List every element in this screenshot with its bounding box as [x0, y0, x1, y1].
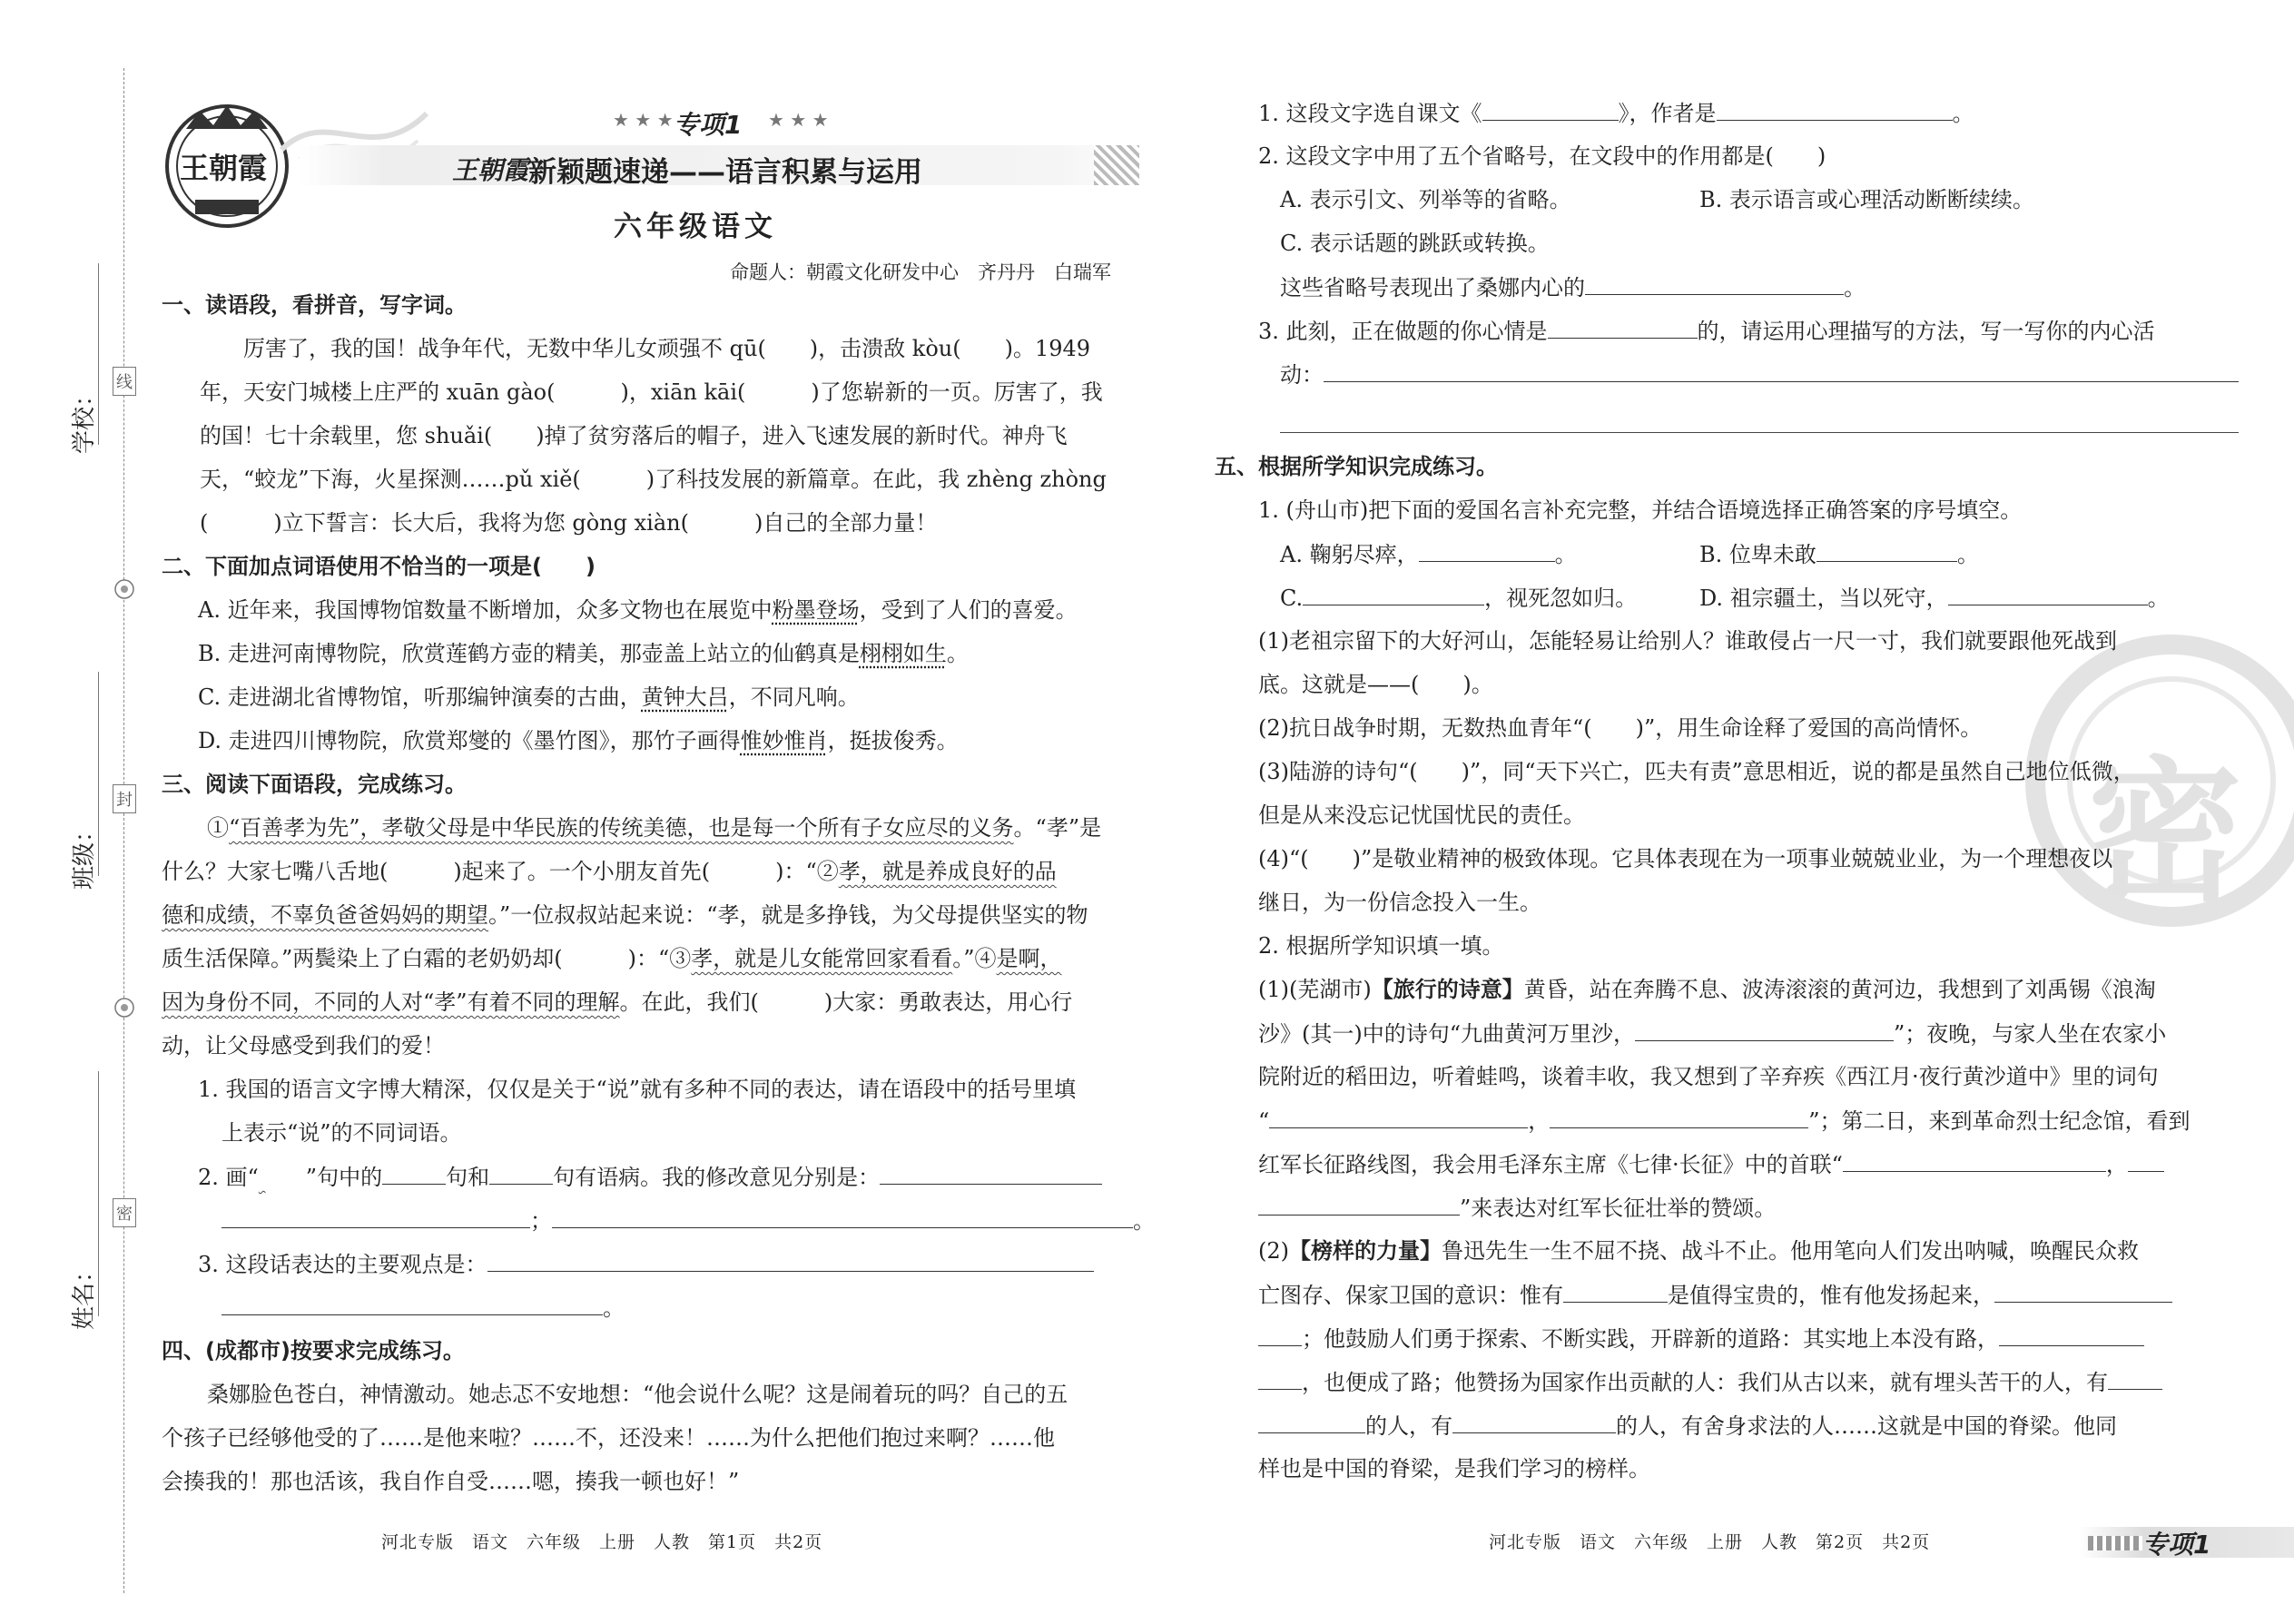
blank-lu-xun-4b[interactable] — [1258, 1409, 1365, 1433]
s2-option-b: B. 走进河南博物院，欣赏莲鹤方壶的精美，那壶盖上站立的仙鹤真是栩栩如生。 — [198, 641, 969, 666]
name-field[interactable] — [98, 1071, 99, 1316]
s3-para-line-1: ①“百善孝为先”，孝敬父母是中华民族的传统美德，也是每一个所有子女应尽的义务。“孝”是 — [207, 815, 1102, 841]
blank-lu-xun-2a[interactable] — [1994, 1278, 2172, 1303]
s5-option-d: D. 祖宗疆土，当以死守， 。 — [1699, 581, 2170, 615]
p1-line-4: “ ， ”；第二日，来到革命烈士纪念馆，看到 — [1258, 1104, 2191, 1137]
p2-line-3: ；他鼓励人们勇于探索、不断实践，开辟新的道路：其实地上本没有路， — [1258, 1322, 2144, 1355]
stars-right: ★ ★ ★ — [768, 109, 829, 131]
s3-question-3: 3. 这段话表达的主要观点是： — [198, 1247, 1094, 1281]
blank-inner-activity-1[interactable] — [1324, 358, 2239, 382]
blank-quote-c[interactable] — [1303, 581, 1484, 605]
s5-item-4-a: (4)“( )”是敬业精神的极致体现。它具体表现在为一项事业兢兢业业，为一个理想夜以 — [1258, 846, 2113, 871]
s2-option-a: A. 近年来，我国博物馆数量不断增加，众多文物也在展览中粉墨登场，受到了人们的喜爱。 — [198, 597, 1078, 623]
s3-para-line-3: 德和成绩，不辜负爸爸妈妈的期望。”一位叔叔站起来说：“孝，就是多挣钱，为父母提供坚实的物 — [162, 902, 1088, 928]
blank-inner-activity-2[interactable] — [1280, 432, 2239, 433]
class-field[interactable] — [98, 672, 99, 876]
blank-quote-b[interactable] — [1816, 537, 1957, 562]
s5-option-a: A. 鞠躬尽瘁， 。 — [1280, 537, 1577, 571]
blank-revision-2[interactable] — [222, 1204, 530, 1228]
s3-para-line-4: 质生活保障。”两鬓染上了白霜的老奶奶却( )：“③孝，就是儿女能常回家看看。”④是啊， — [162, 946, 1062, 971]
s3-para-line-2: 什么？大家七嘴八舌地( )起来了。一个小朋友首先( )：“②孝，就是养成良好的品 — [162, 859, 1057, 884]
page-subtitle: 六年级语文 — [614, 211, 777, 243]
p1-line-2: 沙》(其一)中的诗句“九曲黄河万里沙， ”；夜晚，与家人坐在农家小 — [1258, 1017, 2166, 1050]
blank-poem-mao-2a[interactable] — [2128, 1147, 2164, 1172]
s1-line-5: ( )立下誓言：长大后，我将为您 gòng xiàn( )自己的全部力量！ — [200, 510, 938, 536]
s2-option-c: C. 走进湖北省博物馆，听那编钟演奏的古曲，黄钟大吕，不同凡响。 — [198, 684, 860, 710]
blank-lu-xun-4a[interactable] — [2108, 1365, 2162, 1390]
blank-sentence-2[interactable] — [489, 1160, 553, 1185]
s5-item-2: (2)抗日战争时期，无数热血青年“( )”，用生命诠释了爱国的高尚情怀。 — [1258, 715, 1983, 741]
p2-line-5: 的人，有 的人，有舍身求法的人……这就是中国的脊梁。他同 — [1258, 1409, 2117, 1442]
s3-para-line-5: 因为身份不同，不同的人对“孝”有着不同的理解。在此，我们( )大家：勇敢表达，用心行 — [162, 989, 1073, 1015]
blank-lu-xun-2b[interactable] — [1258, 1322, 1302, 1346]
class-label: 班级： — [71, 818, 98, 890]
name-label: 姓名： — [71, 1258, 98, 1330]
stars-left: ★ ★ ★ — [613, 109, 674, 131]
blank-lu-xun-3b[interactable] — [1258, 1365, 1302, 1390]
p1-line-3: 院附近的稻田边，听着蛙鸣，谈着丰收，我又想到了辛弃疾《西江月·夜行黄沙道中》里的词句 — [1258, 1064, 2159, 1089]
footer-page-2: 河北专版 语文 六年级 上册 人教 第2页 共2页 — [1489, 1532, 1931, 1552]
s3-para-line-6: 动，让父母感受到我们的爱！ — [162, 1033, 445, 1058]
p1-line-1: (1)(芜湖市)【旅行的诗意】黄昏，站在奔腾不息、波涛滚滚的黄河边，我想到了刘禹锡《浪淘 — [1258, 977, 2156, 1002]
blank-poem-liu[interactable] — [1635, 1017, 1894, 1041]
s5-option-b: B. 位卑未敢 。 — [1699, 537, 1979, 571]
stamp-watermark-text: 密 — [2088, 743, 2243, 923]
s5-option-c: C. ，视死忽如归。 — [1280, 581, 1637, 615]
school-label: 学校： — [71, 382, 98, 454]
binding-mark-secret: 密 — [113, 1198, 136, 1227]
s1-line-2: 年，天安门城楼上庄严的 xuān gào( )，xiān kāi( )了您崭新的一页。厉害了，我 — [200, 379, 1103, 405]
s4-passage-line-3: 会揍我的！那也活该，我自作自受……嗯，揍我一顿也好！” — [162, 1469, 740, 1494]
blank-main-idea-1[interactable] — [487, 1247, 1094, 1272]
binding-hole-icon — [113, 577, 136, 601]
blank-mood[interactable] — [1548, 314, 1698, 339]
blank-poem-xin-1[interactable] — [1269, 1104, 1528, 1128]
s5-item-1-a: (1)老祖宗留下的大好河山，怎能轻易让给别人？谁敢侵占一尺一寸，我们就要跟他死战到 — [1258, 628, 2117, 654]
r-question-2: 2. 这段文字中用了五个省略号，在文段中的作用都是( ) — [1258, 143, 1826, 169]
footer-page-1: 河北专版 语文 六年级 上册 人教 第1页 共2页 — [381, 1532, 823, 1552]
p1-line-5: 红军长征路线图，我会用毛泽东主席《七律·长征》中的首联“ ， — [1258, 1147, 2164, 1181]
blank-main-idea-2[interactable] — [222, 1291, 603, 1315]
r-question-1: 1. 这段文字选自课文《 》，作者是 。 — [1258, 96, 1974, 130]
r-question-3: 3. 此刻，正在做题的你心情是 的，请运用心理描写的方法，写一写你的内心活 — [1258, 314, 2155, 348]
p2-line-4: ，也便成了路；他赞扬为国家作出贡献的人：我们从古以来，就有埋头苦干的人，有 — [1258, 1365, 2162, 1399]
s2-option-d: D. 走进四川博物院，欣赏郑燮的《墨竹图》，那竹子画得惟妙惟肖，挺拔俊秀。 — [198, 728, 959, 753]
section-2-title: 二、下面加点词语使用不恰当的一项是( ) — [162, 554, 596, 579]
s5-question-2: 2. 根据所学知识填一填。 — [1258, 933, 1504, 959]
r-question-3-cont: 动： — [1280, 358, 2239, 391]
blank-revision-1[interactable] — [880, 1160, 1102, 1185]
section-4-title: 四、(成都市)按要求完成练习。 — [162, 1338, 465, 1363]
s1-line-1: 厉害了，我的国！战争年代，无数中华儿女顽强不 qū( )，击溃敌 kòu( )。1949 — [243, 336, 1091, 361]
section-3-title: 三、阅读下面语段，完成练习。 — [162, 772, 467, 797]
s1-line-3: 的国！七十余载里，您 shuǎi( )掉了贫穷落后的帽子，进入飞速发展的新时代。神舟飞 — [200, 423, 1068, 448]
series-label: 专项1 — [674, 110, 743, 140]
s1-line-4: 天，“蛟龙”下海，火星探测……pǔ xiě( )了科技发展的新篇章。在此，我 zhèng zhòng — [200, 467, 1107, 492]
blank-lu-xun-5[interactable] — [1452, 1409, 1616, 1433]
section-1-title: 一、读语段，看拼音，写字词。 — [162, 292, 467, 318]
blank-sentence-1[interactable] — [382, 1160, 446, 1185]
s5-question-1: 1. (舟山市)把下面的爱国名言补充完整，并结合语境选择正确答案的序号填空。 — [1258, 497, 2023, 523]
blank-revision-3[interactable] — [552, 1204, 1133, 1228]
s5-item-4-b: 继日，为一份信念投入一生。 — [1258, 890, 1541, 915]
authors: 命题人：朝霞文化研发中心 齐丹丹 白瑞军 — [730, 261, 1111, 283]
blank-poem-xin-2[interactable] — [1550, 1104, 1808, 1128]
blank-quote-d[interactable] — [1948, 581, 2148, 605]
s3-question-1-b: 上表示“说”的不同词语。 — [222, 1120, 462, 1146]
r-q2-option-b: B. 表示语言或心理活动断断续续。 — [1699, 187, 2034, 212]
s3-question-2-cont: ； 。 — [222, 1204, 1155, 1237]
s5-item-1-b: 底。这就是——( )。 — [1258, 672, 1493, 697]
blank-lesson-title[interactable] — [1482, 96, 1619, 121]
s3-question-2: 2. 画“ ”句中的 句和 句有语病。我的修改意见分别是： — [198, 1160, 1102, 1194]
blank-quote-a[interactable] — [1419, 537, 1555, 562]
binding-mark-line: 线 — [113, 367, 136, 396]
p2-line-2: 亡图存、保家卫国的意识：惟有 是值得宝贵的，惟有他发扬起来， — [1258, 1278, 2172, 1312]
r-q2-option-c: C. 表示话题的跳跃或转换。 — [1280, 231, 1550, 256]
blank-lu-xun-3a[interactable] — [1999, 1322, 2144, 1346]
s3-question-1-a: 1. 我国的语言文字博大精深，仅仅是关于“说”就有多种不同的表达，请在语段中的括号里填 — [198, 1077, 1077, 1102]
r-q2-option-a: A. 表示引文、列举等的省略。 — [1280, 187, 1571, 212]
s3-question-3-cont: 。 — [222, 1291, 625, 1324]
s4-passage-line-1: 桑娜脸色苍白，神情激动。她忐忑不安地想：“他会说什么呢？这是闹着玩的吗？自己的五 — [207, 1382, 1068, 1407]
blank-inner-feeling[interactable] — [1585, 271, 1844, 295]
s4-passage-line-2: 个孩子已经够他受的了……是他来啦？……不，还没来！……为什么把他们抱过来啊？……他 — [162, 1425, 1055, 1451]
title-band-pattern — [1094, 145, 1139, 185]
page-title: 新颖题速递——语言积累与运用 — [528, 156, 922, 189]
school-field[interactable] — [98, 263, 99, 445]
s5-item-3-b: 但是从来没忘记忧国忧民的责任。 — [1258, 802, 1585, 828]
brand-seal-text: 王朝霞 — [180, 151, 268, 185]
p2-line-1: (2)【榜样的力量】鲁迅先生一生不屈不挠、战斗不止。他用笔向人们发出呐喊，唤醒民众救 — [1258, 1238, 2139, 1264]
s5-item-3-a: (3)陆游的诗句“( )”，同“天下兴亡，匹夫有责”意思相近，说的都是虽然自己地位低微， — [1258, 759, 2135, 784]
blank-author[interactable] — [1717, 96, 1953, 121]
brand-name: 王朝霞 — [452, 155, 529, 185]
binding-dashed-line — [123, 68, 124, 1593]
binding-mark-seal: 封 — [113, 784, 136, 813]
binding-hole-icon — [113, 996, 136, 1019]
section-5-title: 五、根据所学知识完成练习。 — [1215, 454, 1498, 479]
blank-poem-mao-1[interactable] — [1843, 1147, 2106, 1172]
blank-lu-xun-1[interactable] — [1563, 1278, 1668, 1303]
corner-series-label: 专项1 — [2142, 1530, 2211, 1560]
blank-poem-mao-2b[interactable] — [1258, 1191, 1460, 1216]
corner-tab-pattern — [2088, 1536, 2142, 1550]
r-q2-inner: 这些省略号表现出了桑娜内心的 。 — [1280, 271, 1866, 304]
p2-line-6: 样也是中国的脊梁，是我们学习的榜样。 — [1258, 1456, 1650, 1481]
p1-line-6: ”来表达对红军长征壮举的赞颂。 — [1258, 1191, 1776, 1225]
